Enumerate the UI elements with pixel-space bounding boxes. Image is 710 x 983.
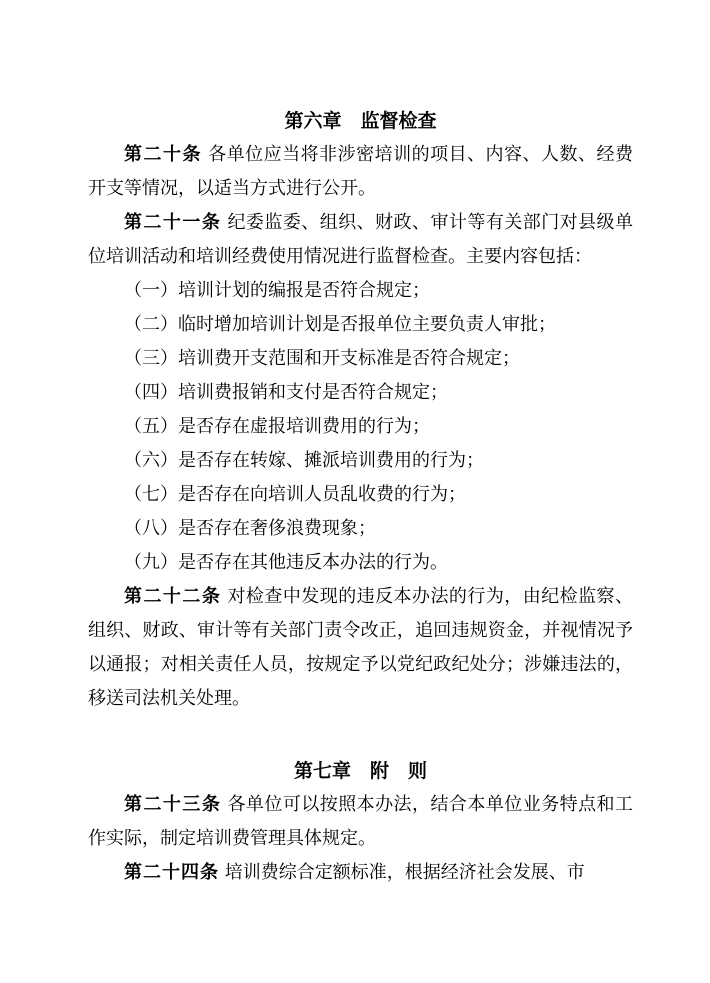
article-24-text: 培训费综合定额标准，根据经济社会发展、市 [224, 862, 585, 883]
chapter-7-title: 第七章 附 则 [293, 760, 427, 782]
list-item: （九）是否存在其他违反本办法的行为。 [124, 552, 448, 573]
article-21-label: 第二十一条 [124, 212, 222, 233]
article-22 [88, 580, 633, 716]
article-22-text: 对检查中发现的违反本办法的行为，由纪检监察、组织、财政、审计等有关部门责令改正，追回违规资金，并视情况予以通报；对相关责任人员，按规定予以党纪政纪处分；涉嫌违法的，移送司法机关处理。 [88, 586, 634, 709]
list-item: （六）是否存在转嫁、摊派培训费用的行为； [124, 450, 484, 471]
article-23-label: 第二十三条 [124, 794, 222, 815]
list-item: （二）临时增加培训计划是否报单位主要负责人审批； [124, 314, 556, 335]
article-20-label: 第二十条 [124, 144, 202, 165]
article-22-label: 第二十二条 [124, 586, 222, 607]
chapter-6-title: 第六章 监督检查 [284, 110, 437, 132]
article-24-label: 第二十四条 [124, 862, 219, 883]
list-item: （五）是否存在虚报培训费用的行为； [124, 416, 430, 437]
list-item: （八）是否存在奢侈浪费现象； [124, 518, 376, 539]
article-21 [88, 206, 633, 274]
list-item: （一）培训计划的编报是否符合规定； [124, 280, 430, 301]
article-23 [88, 788, 633, 856]
list-item: （三）培训费开支范围和开支标准是否符合规定； [124, 348, 520, 369]
list-item: （七）是否存在向培训人员乱收费的行为； [124, 484, 466, 505]
article-20-text: 各单位应当将非涉密培训的项目、内容、人数、经费开支等情况，以适当方式进行公开。 [88, 144, 633, 199]
article-24 [88, 856, 633, 890]
list-item: （四）培训费报销和支付是否符合规定； [124, 382, 448, 403]
article-21-text: 纪委监委、组织、财政、审计等有关部门对县级单位培训活动和培训经费使用情况进行监督检查。主要内容包括： [88, 212, 634, 267]
article-23-text: 各单位可以按照本办法，结合本单位业务特点和工作实际，制定培训费管理具体规定。 [88, 794, 634, 849]
document-page [88, 104, 633, 890]
article-20 [88, 138, 633, 206]
